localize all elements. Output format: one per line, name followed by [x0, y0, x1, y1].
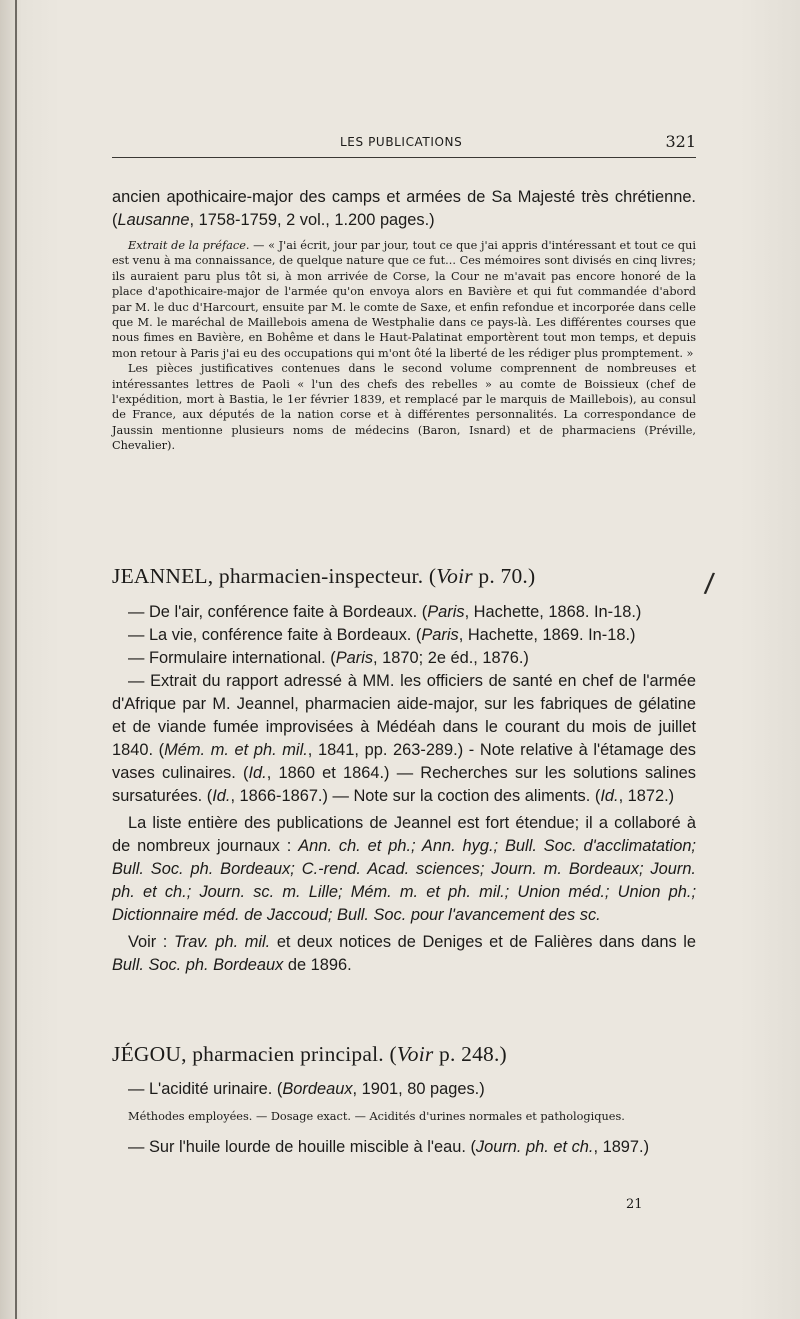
- extract-label: Extrait de la préface.: [128, 239, 250, 252]
- margin-mark: /: [702, 567, 716, 602]
- binding-edge: [15, 0, 17, 1319]
- intro-text: ancien apothicaire-major des camps et armées de Sa Majesté très chrétienne. (: [112, 188, 696, 229]
- jeannel-heading: JEANNEL, pharmacien-inspecteur. (Voir p. 70.): [112, 564, 536, 588]
- jeannel-item-2: — La vie, conférence faite à Bordeaux. (Paris, Hachette, 1869. In-18.): [128, 626, 636, 644]
- jeannel-item-4: — Extrait du rapport adressé à MM. les officiers de santé en chef de l'armée d'Afrique par M. Jeannel, pharmacien aide-major, sur les fabriques de gélatine et de viande fumée improvisées à Médéah dans le courant du mois de juillet 1840. (Mém. m. et ph. mil., 1841, pp. 263-289.) - Note relative à l'étamage des vases culinaires. (Id., 1860 et 1864.) — Recherches sur les solutions salines sursaturées. (Id., 1866-1867.) — Note sur la coction des aliments. (Id., 1872.): [112, 672, 696, 805]
- page-number: 321: [665, 132, 696, 151]
- intro-text-end: , 1758-1759, 2 vol., 1.200 pages.): [189, 211, 435, 229]
- jegou-heading: JÉGOU, pharmacien principal. (Voir p. 248.): [112, 1042, 507, 1066]
- header-rule: [112, 157, 696, 158]
- jeannel-collab: La liste entière des publications de Jeannel est fort étendue; il a collaboré à de nombreux journaux : Ann. ch. et ph.; Ann. hyg.; Bull. Soc. d'acclimatation; Bull. Soc. ph. Bordeaux; C.-rend. Acad. sciences; Journ. m. Bordeaux; Journ. ph. et ch.; Journ. sc. m. Lille; Mém. m. et ph. mil.; Union méd.; Union ph.; Dictionnaire méd. de Jaccoud; Bull. Soc. pour l'avancement des sc.: [112, 814, 696, 924]
- jegou-item-1: — L'acidité urinaire. (Bordeaux, 1901, 80 pages.): [128, 1080, 485, 1098]
- pieces-text: Les pièces justificatives contenues dans le second volume comprennent de nombreuses et intéressantes lettres de Paoli « l'un des chefs des rebelles » au comte de Boissieux (chef de l'expédition, mort à Bastia, le 1er février 1839, et remplacé par le marquis de Maillebois), au consul de France, aux députés de la nation corse et à différentes personnalités. La correspondance de Jaussin mentionne plusieurs noms de médecins (Baron, Isnard) et de pharmaciens (Préville, Chevalier).: [112, 362, 696, 453]
- running-head: LES PUBLICATIONS: [340, 135, 463, 149]
- jegou-item-2: — Sur l'huile lourde de houille miscible à l'eau. (Journ. ph. et ch., 1897.): [128, 1138, 650, 1157]
- page-header: [112, 132, 696, 156]
- jeannel-entries: [112, 601, 696, 977]
- intro-paragraph: [112, 186, 696, 232]
- jegou-methods: Méthodes employées. — Dosage exact. — Acidités d'urines normales et pathologiques.: [128, 1110, 625, 1123]
- jeannel-item-3: — Formulaire international. (Paris, 1870; 2e éd., 1876.): [128, 649, 529, 667]
- signature-folio: 21: [626, 1197, 643, 1212]
- intro-place: Lausanne: [117, 211, 190, 229]
- jegou-entries: [112, 1078, 696, 1159]
- jeannel-item-1: — De l'air, conférence faite à Bordeaux. (Paris, Hachette, 1868. In-18.): [128, 603, 642, 621]
- extract-text: — « J'ai écrit, jour par jour, tout ce que j'ai appris d'intéressant et tout ce qui est venu à ma connaissance, de quelque nature que ce fut... Ces mémoires sont divisés en cinq livres; ils auraient paru plus tôt si, à mon arrivée de Corse, la Cour ne m'avait pas encore honoré de la place d'apothicaire-major de l'armée qu'on envoya alors en Bavière et qui fut commandée d'abord par M. le duc d'Harcourt, ensuite par M. le comte de Saxe, et enfin refondue et incorporée dans celle que M. le maréchal de Maillebois amena de Westphalie dans ce pays-là. Les différentes courses que nous fimes en Bavière, en Bohême et dans le Haut-Palatinat emportèrent tout mon temps, et depuis mon retour à Paris j'ai eu des occupations qui m'ont ôté la liberté de les rédiger plus promptement. »: [112, 239, 696, 360]
- extract-block: [112, 238, 696, 454]
- jeannel-voir: Voir : Trav. ph. mil. et deux notices de Deniges et de Falières dans dans le Bull. Soc. ph. Bordeaux de 1896.: [112, 933, 696, 974]
